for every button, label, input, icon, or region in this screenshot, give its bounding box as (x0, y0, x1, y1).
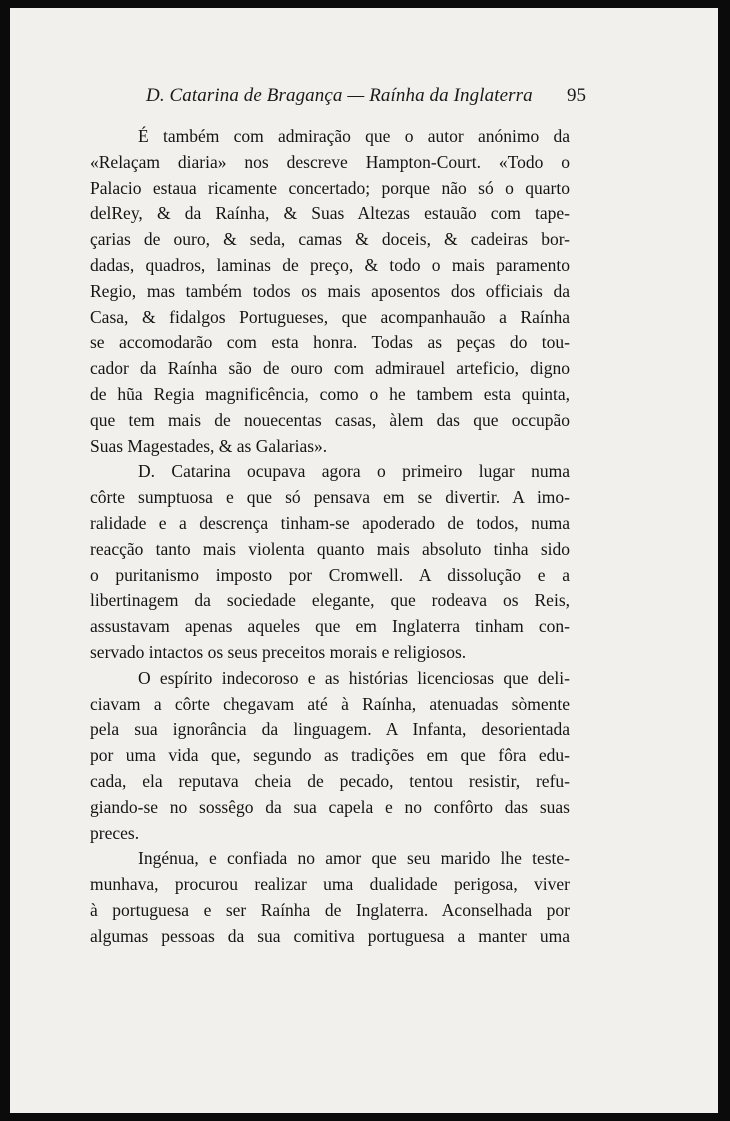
text-line: à portuguesa e ser Raínha de Inglaterra. Aconselhada por (90, 899, 570, 920)
body-text (90, 124, 570, 950)
book-page (10, 8, 718, 1113)
text-line: delRey, & da Raínha, & Suas Altezas estauão com tape- (90, 203, 570, 224)
paragraph-2 (90, 459, 570, 665)
text-line: Palacio estaua ricamente concertado; porque não só o quarto (90, 177, 570, 198)
text-line: que tem mais de nouecentas casas, àlem das que occupão (90, 409, 570, 430)
text-line: çarias de ouro, & seda, camas & doceis, & cadeiras bor- (90, 229, 570, 250)
text-line: pela sua ignorância da linguagem. A Infanta, desorientada (90, 719, 570, 740)
text-line: giando-se no sossêgo da sua capela e no confôrto das suas (90, 796, 570, 817)
paragraph-4 (90, 846, 570, 949)
text-line: libertinagem da sociedade elegante, que rodeava os Reis, (90, 590, 570, 611)
text-line: ralidade e a descrença tinham-se apoderado de todos, numa (90, 512, 570, 533)
text-line: se accomodarão com esta honra. Todas as peças do tou- (90, 332, 570, 353)
text-line: O espírito indecoroso e as histórias licenciosas que deli- (138, 667, 570, 688)
text-line: por uma vida que, segundo as tradições em que fôra edu- (90, 745, 570, 766)
text-line: munhava, procurou realizar uma dualidade perigosa, viver (90, 874, 570, 895)
text-line: côrte sumptuosa e que só pensava em se divertir. A imo- (90, 487, 570, 508)
text-line: servado intactos os seus preceitos morais e religiosos. (90, 641, 467, 662)
text-line: cada, ela reputava cheia de pecado, tentou resistir, refu- (90, 770, 570, 791)
text-line: Suas Magestades, & as Galarias». (90, 435, 328, 456)
text-line: de hũa Regia magnificência, como o he tambem esta quinta, (90, 383, 570, 404)
text-line: Ingénua, e confiada no amor que seu marido lhe teste- (138, 848, 570, 869)
text-line: dadas, quadros, laminas de preço, & todo o mais paramento (90, 254, 570, 275)
text-line: «Relaçam diaria» nos descreve Hampton-Court. «Todo o (90, 151, 570, 172)
running-title: D. Catarina de Bragança — Raínha da Inglaterra (146, 85, 533, 106)
text-line: o puritanismo imposto por Cromwell. A dissolução e a (90, 564, 570, 585)
text-line: reacção tanto mais violenta quanto mais absoluto tinha sido (90, 538, 570, 559)
text-line: D. Catarina ocupava agora o primeiro lugar numa (138, 461, 570, 482)
text-line: algumas pessoas da sua comitiva portuguesa a manter uma (90, 925, 570, 946)
text-line: assustavam apenas aqueles que em Inglaterra tinham con- (90, 616, 570, 637)
text-line: preces. (90, 822, 140, 843)
paragraph-1 (90, 124, 570, 459)
text-line: ciavam a côrte chegavam até à Raínha, atenuadas sòmente (90, 693, 570, 714)
paragraph-3 (90, 666, 570, 847)
text-line: Casa, & fidalgos Portugueses, que acompanhauão a Raínha (90, 306, 570, 327)
page-number: 95 (567, 85, 586, 106)
text-line: Regio, mas também todos os mais aposentos dos officiais da (90, 280, 570, 301)
text-line: cador da Raínha são de ouro com admirauel arteficio, digno (90, 358, 570, 379)
page-header (146, 85, 586, 115)
text-line: É também com admiração que o autor anónimo da (138, 126, 570, 146)
